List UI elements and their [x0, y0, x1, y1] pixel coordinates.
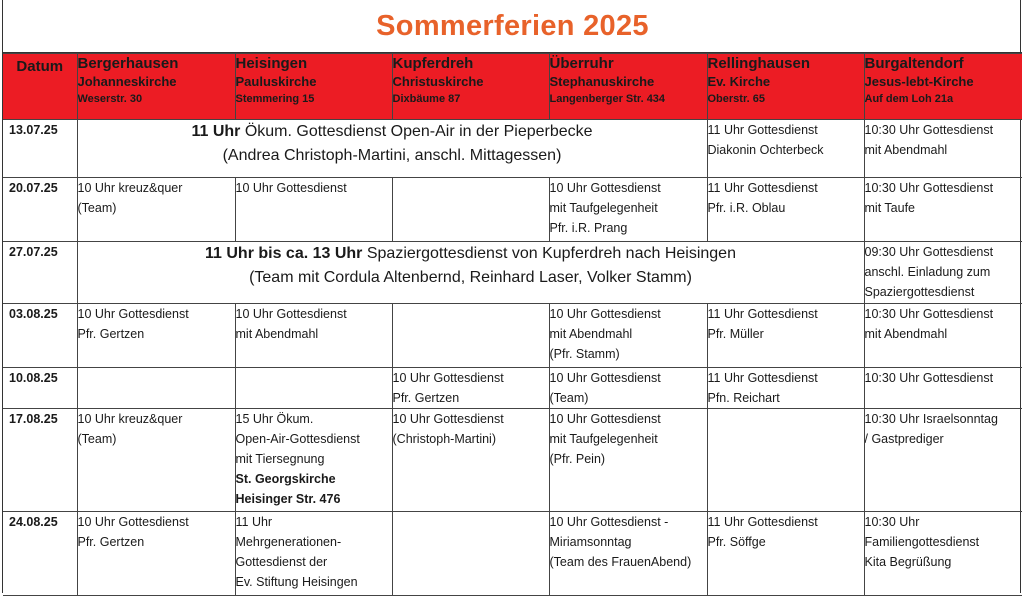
header-church: Johanneskirche — [77, 74, 177, 89]
cell-line: mit Abendmahl — [235, 327, 319, 341]
cell-line: 10 Uhr Gottesdienst — [549, 307, 661, 321]
joint-service-time: 11 Uhr — [191, 123, 241, 140]
cell-line: mit Taufgelegenheit — [549, 201, 658, 215]
header-row — [3, 54, 1022, 120]
cell-line: / Gastprediger — [864, 432, 944, 446]
cell-line: Pfr. Gertzen — [77, 327, 145, 341]
cell-line: Pfr. i.R. Prang — [549, 221, 628, 235]
cell-rellinghausen — [707, 512, 864, 596]
header-address: Weserstr. 30 — [77, 93, 143, 105]
cell-line: Mehrgenerationen- — [235, 535, 342, 549]
header-address: Dixbäume 87 — [392, 93, 461, 105]
cell-line: Pfn. Reichart — [707, 391, 780, 405]
cell-line: 11 Uhr Gottesdienst — [707, 123, 818, 137]
cell-line: 11 Uhr Gottesdienst — [707, 307, 818, 321]
date-cell: 13.07.25 — [3, 120, 77, 178]
cell-line: 10 Uhr kreuz&quer — [77, 412, 183, 426]
cell-line: 10 Uhr Gottesdienst — [235, 181, 347, 195]
header-district: Rellinghausen — [707, 55, 811, 72]
table-row — [3, 178, 1022, 242]
header-district: Kupferdreh — [392, 55, 474, 72]
cell-line: (Team des FrauenAbend) — [549, 555, 692, 569]
cell-line: Pfr. Müller — [707, 327, 764, 341]
table-row — [3, 368, 1022, 409]
header-church: Pauluskirche — [235, 74, 317, 89]
cell-kupferdreh — [392, 178, 549, 242]
table-row — [3, 409, 1022, 512]
cell-line: (Team) — [77, 432, 117, 446]
cell-line: 10:30 Uhr Gottesdienst — [864, 307, 994, 321]
cell-bergerhausen — [77, 304, 235, 368]
cell-bergerhausen — [77, 409, 235, 512]
header-bergerhausen — [77, 54, 235, 120]
cell-burgaltendorf — [864, 178, 1022, 242]
joint-service-note: (Andrea Christoph-Martini, anschl. Mittagessen) — [222, 147, 562, 164]
cell-line: Ev. Stiftung Heisingen — [235, 575, 358, 589]
cell-line: 15 Uhr Ökum. — [235, 412, 314, 426]
cell-line: Miriamsonntag — [549, 535, 632, 549]
cell-burgaltendorf — [864, 368, 1022, 409]
header-church: Ev. Kirche — [707, 74, 771, 89]
cell-location: St. Georgskirche — [235, 472, 336, 486]
table-row — [3, 120, 1022, 178]
cell-line: (Team) — [549, 391, 589, 405]
cell-ueberruhr — [549, 304, 707, 368]
cell-line: 10:30 Uhr Gottesdienst — [864, 181, 994, 195]
header-burgaltendorf — [864, 54, 1022, 120]
cell-rellinghausen — [707, 120, 864, 178]
cell-line: Diakonin Ochterbeck — [707, 143, 824, 157]
cell-line: Kita Begrüßung — [864, 555, 952, 569]
header-district: Burgaltendorf — [864, 55, 964, 72]
cell-line: 10:30 Uhr — [864, 515, 920, 529]
joint-service-cell — [77, 242, 864, 304]
date-cell: 27.07.25 — [3, 242, 77, 304]
table-row — [3, 512, 1022, 596]
joint-service-text: Spaziergottesdienst von Kupferdreh nach Heisingen — [362, 245, 736, 262]
cell-bergerhausen — [77, 178, 235, 242]
cell-line: 11 Uhr Gottesdienst — [707, 371, 818, 385]
header-district: Heisingen — [235, 55, 308, 72]
cell-line: Pfr. Gertzen — [392, 391, 460, 405]
cell-rellinghausen — [707, 178, 864, 242]
cell-burgaltendorf — [864, 242, 1022, 304]
joint-service-time: 11 Uhr bis ca. 13 Uhr — [205, 245, 363, 262]
cell-ueberruhr — [549, 368, 707, 409]
cell-line: 10 Uhr Gottesdienst — [549, 371, 661, 385]
cell-line: Open-Air-Gottesdienst — [235, 432, 360, 446]
cell-line: Spaziergottesdienst — [864, 285, 975, 299]
cell-line: mit Abendmahl — [864, 143, 948, 157]
cell-line: Pfr. Gertzen — [77, 535, 145, 549]
joint-service-text: Ökum. Gottesdienst Open-Air in der Pieperbecke — [240, 123, 593, 140]
cell-heisingen — [235, 178, 392, 242]
date-cell: 24.08.25 — [3, 512, 77, 596]
cell-line: 10 Uhr kreuz&quer — [77, 181, 183, 195]
date-cell: 10.08.25 — [3, 368, 77, 409]
joint-service-line — [78, 120, 707, 144]
cell-line: 10 Uhr Gottesdienst - — [549, 515, 669, 529]
cell-kupferdreh — [392, 368, 549, 409]
header-church: Christuskirche — [392, 74, 484, 89]
cell-line: Gottesdienst der — [235, 555, 328, 569]
cell-line: 10 Uhr Gottesdienst — [392, 412, 504, 426]
cell-line: mit Abendmahl — [864, 327, 948, 341]
cell-ueberruhr — [549, 512, 707, 596]
cell-line: 10 Uhr Gottesdienst — [392, 371, 504, 385]
header-address: Langenberger Str. 434 — [549, 93, 666, 105]
header-rellinghausen — [707, 54, 864, 120]
cell-line: 09:30 Uhr Gottesdienst — [864, 245, 994, 259]
header-address: Stemmering 15 — [235, 93, 315, 105]
cell-line: Pfr. Söffge — [707, 535, 766, 549]
cell-line: 10 Uhr Gottesdienst — [549, 412, 661, 426]
date-cell: 20.07.25 — [3, 178, 77, 242]
cell-burgaltendorf — [864, 120, 1022, 178]
cell-kupferdreh — [392, 409, 549, 512]
header-district: Überruhr — [549, 55, 614, 72]
cell-burgaltendorf — [864, 512, 1022, 596]
cell-line: 10:30 Uhr Gottesdienst — [864, 371, 994, 385]
header-date: Datum — [3, 54, 77, 120]
cell-rellinghausen — [707, 304, 864, 368]
joint-service-line — [78, 242, 864, 266]
cell-line: Familiengottesdienst — [864, 535, 980, 549]
cell-line: 10:30 Uhr Gottesdienst — [864, 123, 994, 137]
cell-line: 11 Uhr Gottesdienst — [707, 181, 818, 195]
cell-line: (Team) — [77, 201, 117, 215]
cell-kupferdreh — [392, 512, 549, 596]
cell-ueberruhr — [549, 178, 707, 242]
cell-line: 11 Uhr Gottesdienst — [707, 515, 818, 529]
cell-heisingen — [235, 409, 392, 512]
header-address: Oberstr. 65 — [707, 93, 765, 105]
cell-kupferdreh — [392, 304, 549, 368]
cell-line: (Pfr. Pein) — [549, 452, 606, 466]
service-schedule-table — [3, 53, 1022, 596]
cell-heisingen — [235, 512, 392, 596]
cell-line: 11 Uhr — [235, 515, 273, 529]
cell-burgaltendorf — [864, 304, 1022, 368]
cell-line: 10 Uhr Gottesdienst — [235, 307, 347, 321]
cell-ueberruhr — [549, 409, 707, 512]
header-church: Stephanuskirche — [549, 74, 655, 89]
cell-line: mit Taufgelegenheit — [549, 432, 658, 446]
header-church: Jesus-lebt-Kirche — [864, 74, 974, 89]
schedule-sheet — [2, 0, 1021, 593]
cell-line: mit Tiersegnung — [235, 452, 325, 466]
cell-line: mit Abendmahl — [549, 327, 633, 341]
cell-line: Pfr. i.R. Oblau — [707, 201, 786, 215]
cell-line: anschl. Einladung zum — [864, 265, 991, 279]
cell-line: mit Taufe — [864, 201, 915, 215]
table-row — [3, 242, 1022, 304]
cell-rellinghausen — [707, 409, 864, 512]
cell-line: (Christoph-Martini) — [392, 432, 496, 446]
header-heisingen — [235, 54, 392, 120]
header-address: Auf dem Loh 21a — [864, 93, 954, 105]
table-row — [3, 304, 1022, 368]
date-cell: 03.08.25 — [3, 304, 77, 368]
cell-heisingen — [235, 304, 392, 368]
cell-bergerhausen — [77, 512, 235, 596]
header-district: Bergerhausen — [77, 55, 179, 72]
cell-bergerhausen — [77, 368, 235, 409]
cell-heisingen — [235, 368, 392, 409]
date-cell: 17.08.25 — [3, 409, 77, 512]
cell-line: 10 Uhr Gottesdienst — [549, 181, 661, 195]
cell-location-address: Heisinger Str. 476 — [235, 492, 341, 506]
cell-line: 10:30 Uhr Israelsonntag — [864, 412, 998, 426]
cell-line: 10 Uhr Gottesdienst — [77, 307, 189, 321]
header-kupferdreh — [392, 54, 549, 120]
joint-service-cell — [77, 120, 707, 178]
cell-burgaltendorf — [864, 409, 1022, 512]
joint-service-note: (Team mit Cordula Altenbernd, Reinhard Laser, Volker Stamm) — [249, 269, 692, 286]
page-title: Sommerferien 2025 — [3, 0, 1022, 53]
cell-rellinghausen — [707, 368, 864, 409]
cell-line: 10 Uhr Gottesdienst — [77, 515, 189, 529]
cell-line: (Pfr. Stamm) — [549, 347, 620, 361]
header-ueberruhr — [549, 54, 707, 120]
